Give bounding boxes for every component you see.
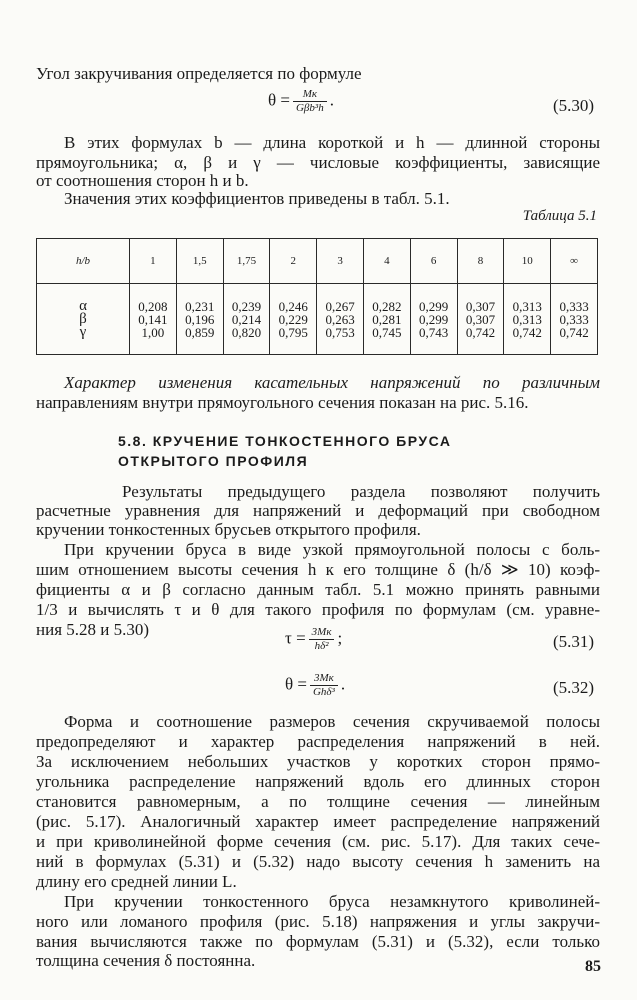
alpha-value: 0,231: [185, 298, 215, 314]
table-cell: [176, 284, 223, 355]
table-cell: [270, 284, 317, 355]
beta-value: 0,307: [465, 311, 496, 327]
alpha-value: 0,282: [372, 298, 402, 314]
equation-5-32: [285, 672, 345, 699]
equation-fraction: [309, 626, 335, 653]
paragraph-line: длину его средней линии L.: [36, 872, 237, 891]
gamma-value: 0,742: [512, 324, 542, 340]
gamma-value: 1,00: [141, 324, 165, 340]
header-cell: 10: [504, 239, 551, 284]
alpha-value: 0,208: [138, 298, 168, 314]
paragraph-line: При кручении бруса в виде узкой прямоугольной полосы с боль-: [64, 540, 600, 559]
paragraph-line: Значения этих коэффициентов приведены в табл. 5.1.: [64, 189, 450, 208]
gamma-value: 0,743: [419, 324, 449, 340]
gamma-value: 0,742: [465, 324, 496, 340]
gamma-value: 0,820: [231, 324, 262, 340]
row-label-beta: β: [79, 310, 87, 327]
gamma-value: 0,795: [278, 324, 308, 340]
gamma-value: 0,745: [372, 324, 402, 340]
table-header-row: [37, 239, 598, 284]
row-label-gamma: γ: [79, 323, 87, 340]
paragraph-line: ний в формулах (5.31) и (5.32) надо высоту сечения h заменить на: [36, 852, 600, 871]
equation-number-5-31: (5.31): [553, 632, 595, 651]
paragraph-line: Форма и соотношение размеров сечения скручиваемой полосы: [64, 712, 600, 731]
beta-value: 0,299: [419, 311, 449, 327]
table-cell: [551, 284, 598, 355]
beta-value: 0,333: [559, 311, 589, 327]
section-heading: ОТКРЫТОГО ПРОФИЛЯ: [118, 453, 309, 469]
page-number: 85: [585, 958, 601, 975]
fraction-numerator: 3Mк: [309, 626, 335, 640]
paragraph-line: толщина сечения δ постоянна.: [36, 951, 256, 970]
row-label-cell: [37, 284, 130, 355]
equation-lhs: θ =: [268, 90, 290, 110]
header-cell: 1: [130, 239, 177, 284]
paragraph-line: предопределяют и характер распределения напряжений в ней.: [36, 732, 600, 751]
beta-value: 0,141: [138, 311, 168, 327]
alpha-value: 0,333: [559, 298, 589, 314]
section-heading: 5.8. КРУЧЕНИЕ ТОНКОСТЕННОГО БРУСА: [118, 433, 452, 449]
gamma-value: 0,859: [185, 324, 215, 340]
alpha-value: 0,299: [419, 298, 449, 314]
header-cell: ∞: [551, 239, 598, 284]
fraction-denominator: Gβb³h: [295, 102, 324, 114]
table-cell: [223, 284, 270, 355]
row-label-alpha: α: [79, 297, 87, 314]
paragraph-line: и при криволинейной форме сечения (см. рис. 5.17). Для таких сече-: [36, 832, 600, 851]
paragraph-line: фициенты α и β согласно данным табл. 5.1 можно принять равными: [36, 580, 600, 599]
alpha-value: 0,239: [231, 298, 262, 314]
paragraph-line: становится равномерным, а по толщине сечения — линейным: [36, 792, 600, 811]
equation-5-30: [268, 88, 334, 115]
table-cell: [457, 284, 504, 355]
header-cell: 4: [363, 239, 410, 284]
fraction-numerator: Mк: [293, 88, 327, 102]
equation-tail: ;: [337, 628, 343, 648]
italic-text: Характер изменения касательных напряжений по различным: [64, 373, 600, 392]
table-caption: Таблица 5.1: [522, 208, 597, 224]
table-data-row: [37, 284, 598, 355]
equation-number-5-32: (5.32): [553, 678, 595, 697]
paragraph-line: кручении тонкостенных брусьев открытого профиля.: [36, 520, 421, 539]
paragraph-line: угольника распределение напряжений вдоль его длинных сторон: [36, 772, 600, 791]
table-cell: [410, 284, 457, 355]
paragraph-line: (рис. 5.17). Аналогичный характер имеет распределение напряжений: [36, 812, 600, 831]
paragraph-line: шим отношением высоты сечения h к его толщине δ (h/δ ≫ 10) коэф-: [36, 560, 600, 579]
equation-5-31: [285, 626, 342, 653]
beta-value: 0,281: [372, 311, 402, 327]
paragraph-line: При кручении тонкостенного бруса незамкнутого криволиней-: [64, 892, 600, 911]
table-cell: [130, 284, 177, 355]
coefficient-table: [36, 238, 598, 355]
paragraph-line: вания вычисляются также по формулам (5.31) и (5.32), если только: [36, 932, 600, 951]
paragraph-line: направлениям внутри прямоугольного сечения показан на рис. 5.16.: [36, 393, 529, 412]
beta-value: 0,263: [325, 311, 355, 327]
paragraph-line: ного или ломаного профиля (рис. 5.18) напряжения и углы закручи-: [36, 912, 600, 931]
fraction-denominator: hδ²: [314, 640, 329, 652]
header-cell: 1,75: [223, 239, 270, 284]
paragraph-line: прямоугольника; α, β и γ — числовые коэффициенты, зависящие: [36, 153, 600, 172]
fraction-denominator: Ghδ³: [312, 686, 335, 698]
beta-value: 0,196: [185, 311, 215, 327]
beta-value: 0,214: [231, 311, 262, 327]
paragraph-line: Результаты предыдущего раздела позволяют получить: [122, 482, 600, 501]
header-cell: 2: [270, 239, 317, 284]
equation-number-5-30: (5.30): [553, 96, 595, 115]
header-cell: 1,5: [176, 239, 223, 284]
gamma-value: 0,742: [559, 324, 589, 340]
paragraph-line: ния 5.28 и 5.30): [36, 620, 150, 639]
paragraph-line: [64, 373, 600, 393]
alpha-value: 0,267: [325, 298, 355, 314]
alpha-value: 0,246: [278, 298, 308, 314]
paragraph-line: За исключением небольших участков у коротких сторон прямо-: [36, 752, 600, 771]
header-cell: 8: [457, 239, 504, 284]
alpha-value: 0,313: [512, 298, 542, 314]
table-cell: [317, 284, 364, 355]
beta-value: 0,313: [512, 311, 542, 327]
table-cell: [504, 284, 551, 355]
fraction-numerator: 3Mк: [310, 672, 338, 686]
paragraph-line: 1/3 и вычислять τ и θ для такого профиля по формулам (см. уравне-: [36, 600, 600, 619]
equation-lhs: τ =: [285, 628, 306, 648]
header-cell-hb: h/b: [37, 239, 130, 284]
gamma-value: 0,753: [325, 324, 355, 340]
paragraph-line: от соотношения сторон h и b.: [36, 171, 249, 190]
equation-fraction: [293, 88, 327, 115]
paragraph-line: В этих формулах b — длина короткой и h — длинной стороны: [64, 133, 600, 152]
alpha-value: 0,307: [465, 298, 496, 314]
table-cell: [363, 284, 410, 355]
equation-lhs: θ =: [285, 674, 307, 694]
intro-text: Угол закручивания определяется по формуле: [36, 64, 362, 83]
paragraph-line: расчетные уравнения для напряжений и деформаций при свободном: [36, 501, 600, 520]
equation-tail: .: [329, 90, 334, 110]
header-cell: 6: [410, 239, 457, 284]
equation-fraction: [310, 672, 338, 699]
header-cell: 3: [317, 239, 364, 284]
equation-tail: .: [340, 674, 346, 694]
beta-value: 0,229: [278, 311, 308, 327]
